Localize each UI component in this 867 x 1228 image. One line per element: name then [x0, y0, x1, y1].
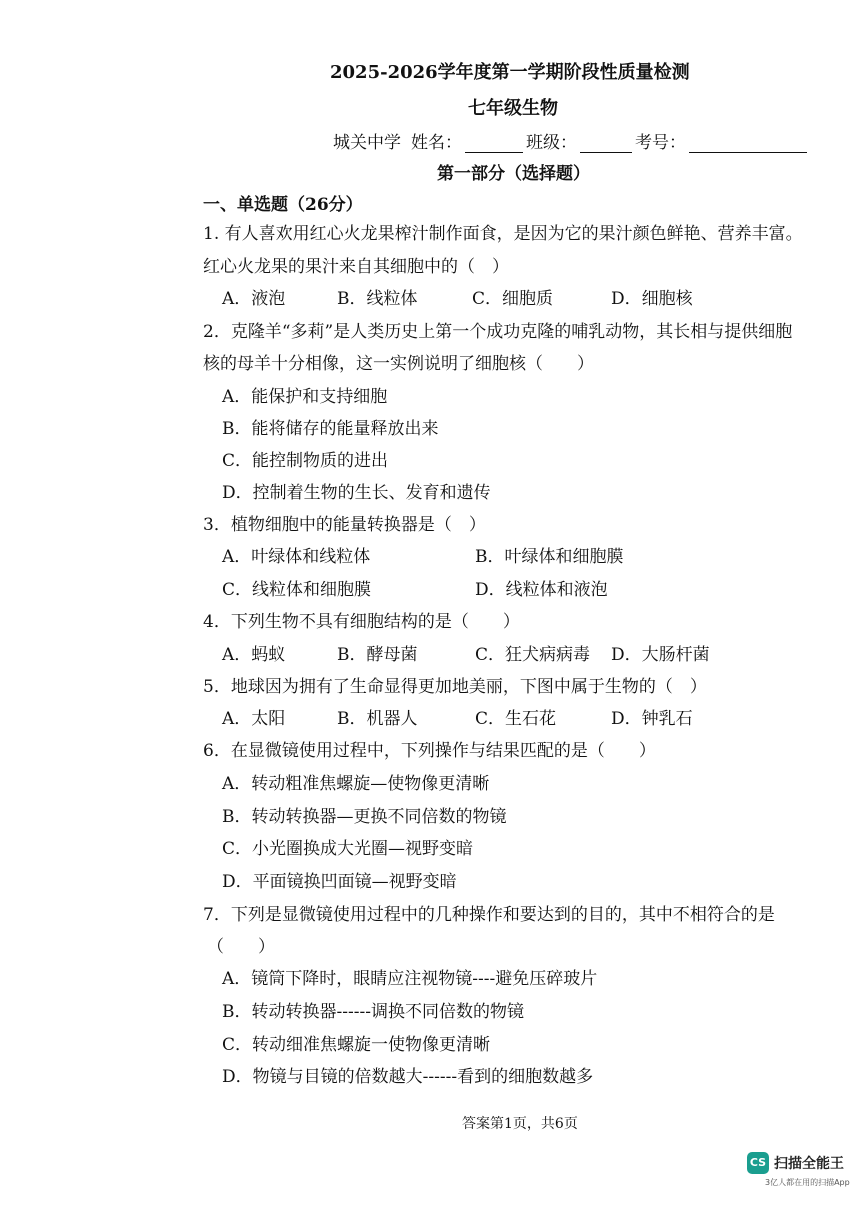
- question-2-option-c: C．能控制物质的进出: [222, 451, 389, 471]
- option-a: A．液泡: [222, 289, 286, 309]
- question-7-line-2: （ ）: [207, 937, 275, 957]
- question-3-line-1: 3．植物细胞中的能量转换器是（ ）: [203, 515, 486, 535]
- question-2-option-d: D．控制着生物的生长、发育和遗传: [222, 483, 491, 503]
- question-6-option-c: C．小光圈换成大光圈—视野变暗: [222, 839, 474, 859]
- question-6-line-1: 6．在显微镜使用过程中，下列操作与结果匹配的是（ ）: [203, 741, 656, 761]
- question-6-option-a: A．转动粗准焦螺旋—使物像更清晰: [222, 774, 490, 794]
- question-2-line-2: 核的母羊十分相像，这一实例说明了细胞核（ ）: [203, 354, 594, 374]
- exam-title: 2025-2026学年度第一学期阶段性质量检测: [330, 62, 690, 83]
- option-a: A．蚂蚁: [222, 645, 286, 665]
- option-b: B．叶绿体和细胞膜: [475, 547, 624, 567]
- exam-subtitle: 七年级生物: [468, 98, 558, 119]
- option-b: B．线粒体: [337, 289, 418, 309]
- option-a: A．叶绿体和线粒体: [222, 547, 371, 567]
- scanner-watermark: [747, 1150, 857, 1196]
- question-7-option-b: B．转动转换器------调换不同倍数的物镜: [222, 1002, 524, 1022]
- scanner-tagline: 3亿人都在用的扫描App: [765, 1178, 850, 1187]
- option-a: A．太阳: [222, 709, 286, 729]
- option-d: D．大肠杆菌: [611, 645, 710, 665]
- option-b: B．机器人: [337, 709, 418, 729]
- option-c: C．线粒体和细胞膜: [222, 580, 372, 600]
- option-d: D．细胞核: [611, 289, 693, 309]
- camscanner-logo-icon: CS: [747, 1152, 769, 1174]
- name-blank[interactable]: [465, 134, 523, 153]
- question-7-line-1: 7．下列是显微镜使用过程中的几种操作和要达到的目的，其中不相符合的是: [203, 905, 775, 925]
- question-6-option-d: D．平面镜换凹面镜—视野变暗: [222, 872, 457, 892]
- option-b: B．酵母菌: [337, 645, 418, 665]
- question-2-line-1: 2．克隆羊“多莉”是人类历史上第一个成功克隆的哺乳动物，其长相与提供细胞: [203, 322, 793, 342]
- class-label: 班级：: [526, 133, 577, 153]
- number-blank[interactable]: [689, 134, 807, 153]
- option-c: C．狂犬病病毒: [475, 645, 591, 665]
- scanner-app-name: 扫描全能王: [774, 1156, 844, 1172]
- question-6-option-b: B．转动转换器—更换不同倍数的物镜: [222, 807, 507, 827]
- question-1-line-2: 红心火龙果的果汁来自其细胞中的（ ）: [203, 257, 509, 277]
- section-heading: 一、单选题（26分）: [203, 195, 363, 215]
- question-4-line-1: 4．下列生物不具有细胞结构的是（ ）: [203, 612, 520, 632]
- number-label: 考号：: [635, 133, 686, 153]
- question-2-option-b: B．能将储存的能量释放出来: [222, 419, 439, 439]
- student-info-row: [333, 128, 810, 153]
- name-label: 姓名：: [411, 133, 462, 153]
- option-c: C．细胞质: [472, 289, 554, 309]
- question-7-option-a: A．镜筒下降时，眼睛应注视物镜----避免压碎玻片: [222, 969, 598, 989]
- question-1-line-1: 1. 有人喜欢用红心火龙果榨汁制作面食，是因为它的果汁颜色鲜艳、营养丰富。: [203, 224, 803, 244]
- question-2-option-a: A．能保护和支持细胞: [222, 387, 388, 407]
- option-d: D．钟乳石: [611, 709, 693, 729]
- school-name: 城关中学: [333, 133, 401, 153]
- page-footer: 答案第1页，共6页: [462, 1116, 578, 1132]
- question-7-option-d: D．物镜与目镜的倍数越大------看到的细胞数越多: [222, 1067, 594, 1087]
- option-d: D．线粒体和液泡: [475, 580, 608, 600]
- option-c: C．生石花: [475, 709, 557, 729]
- part-heading: 第一部分（选择题）: [437, 164, 590, 184]
- question-7-option-c: C．转动细准焦螺旋一使物像更清晰: [222, 1035, 491, 1055]
- question-5-line-1: 5．地球因为拥有了生命显得更加地美丽，下图中属于生物的（ ）: [203, 677, 707, 697]
- class-blank[interactable]: [580, 134, 632, 153]
